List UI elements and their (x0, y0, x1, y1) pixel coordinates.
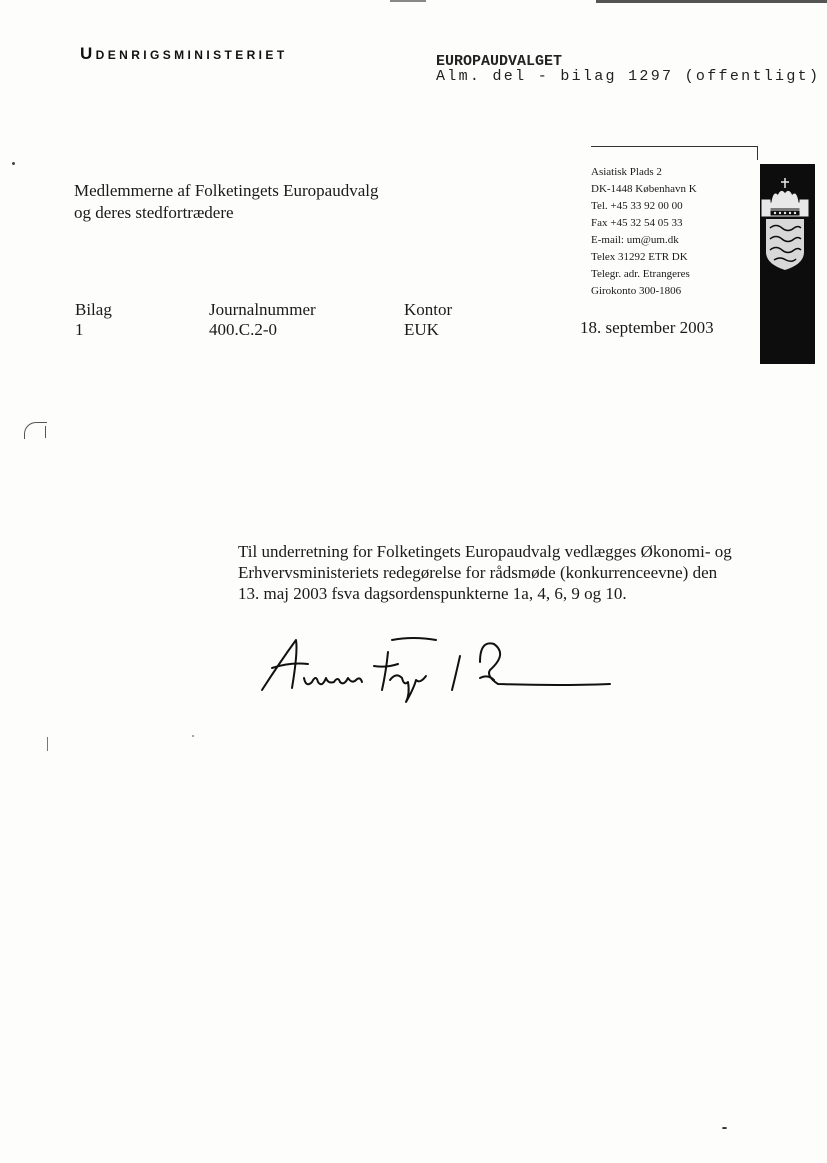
recipient-block (74, 180, 379, 224)
scan-edge-line (390, 0, 426, 2)
coat-of-arms-icon (760, 164, 815, 284)
body-line: Erhvervsministeriets redegørelse for rådsmøde (konkurrenceevne) den (238, 563, 718, 582)
scan-mark (12, 162, 15, 165)
address-fax: Fax +45 32 54 05 33 (591, 217, 683, 229)
kontor-value: EUK (404, 320, 439, 339)
address-email: E-mail: um@um.dk (591, 234, 679, 246)
journal-value: 400.C.2-0 (209, 320, 277, 339)
journal-field (209, 300, 316, 340)
scan-edge-line (596, 0, 827, 3)
address-giro: Girokonto 300-1806 (591, 285, 682, 297)
scan-mark (45, 426, 46, 438)
address-tel: Tel. +45 33 92 00 00 (591, 200, 683, 212)
kontor-label: Kontor (404, 300, 453, 319)
letter-body (238, 541, 758, 604)
letter-date: 18. september 2003 (580, 318, 714, 337)
archive-stamp (436, 54, 820, 84)
address-street: Asiatisk Plads 2 (591, 166, 662, 178)
crest-bar (760, 164, 815, 364)
scan-mark (192, 735, 194, 737)
scan-mark (24, 422, 47, 439)
scan-mark (722, 1127, 727, 1129)
stamp-committee: EUROPAUDVALGET (436, 53, 563, 70)
address-divider (591, 146, 757, 147)
address-divider-tick (757, 146, 758, 160)
sender-address (591, 164, 697, 300)
body-line: Til underretning for Folketingets Europaudvalg vedlægges Økonomi- og (238, 542, 732, 561)
body-line: 13. maj 2003 fsva dagsordenspunkterne 1a, 4, 6, 9 og 10. (238, 584, 627, 603)
bilag-label: Bilag (75, 300, 112, 319)
ministry-name: Udenrigsministeriet (80, 44, 288, 63)
handwritten-signature (258, 632, 618, 712)
stamp-reference: Alm. del - bilag 1297 (offentligt) (436, 68, 821, 85)
address-city: DK-1448 København K (591, 183, 697, 195)
address-telegr: Telegr. adr. Etrangeres (591, 268, 690, 280)
address-telex: Telex 31292 ETR DK (591, 251, 688, 263)
kontor-field (404, 300, 452, 340)
bilag-field (75, 300, 112, 340)
scan-mark (47, 737, 48, 751)
journal-label: Journalnummer (209, 300, 316, 319)
recipient-line: og deres stedfortrædere (74, 203, 234, 222)
recipient-line: Medlemmerne af Folketingets Europaudvalg (74, 181, 379, 200)
bilag-value: 1 (75, 320, 84, 339)
